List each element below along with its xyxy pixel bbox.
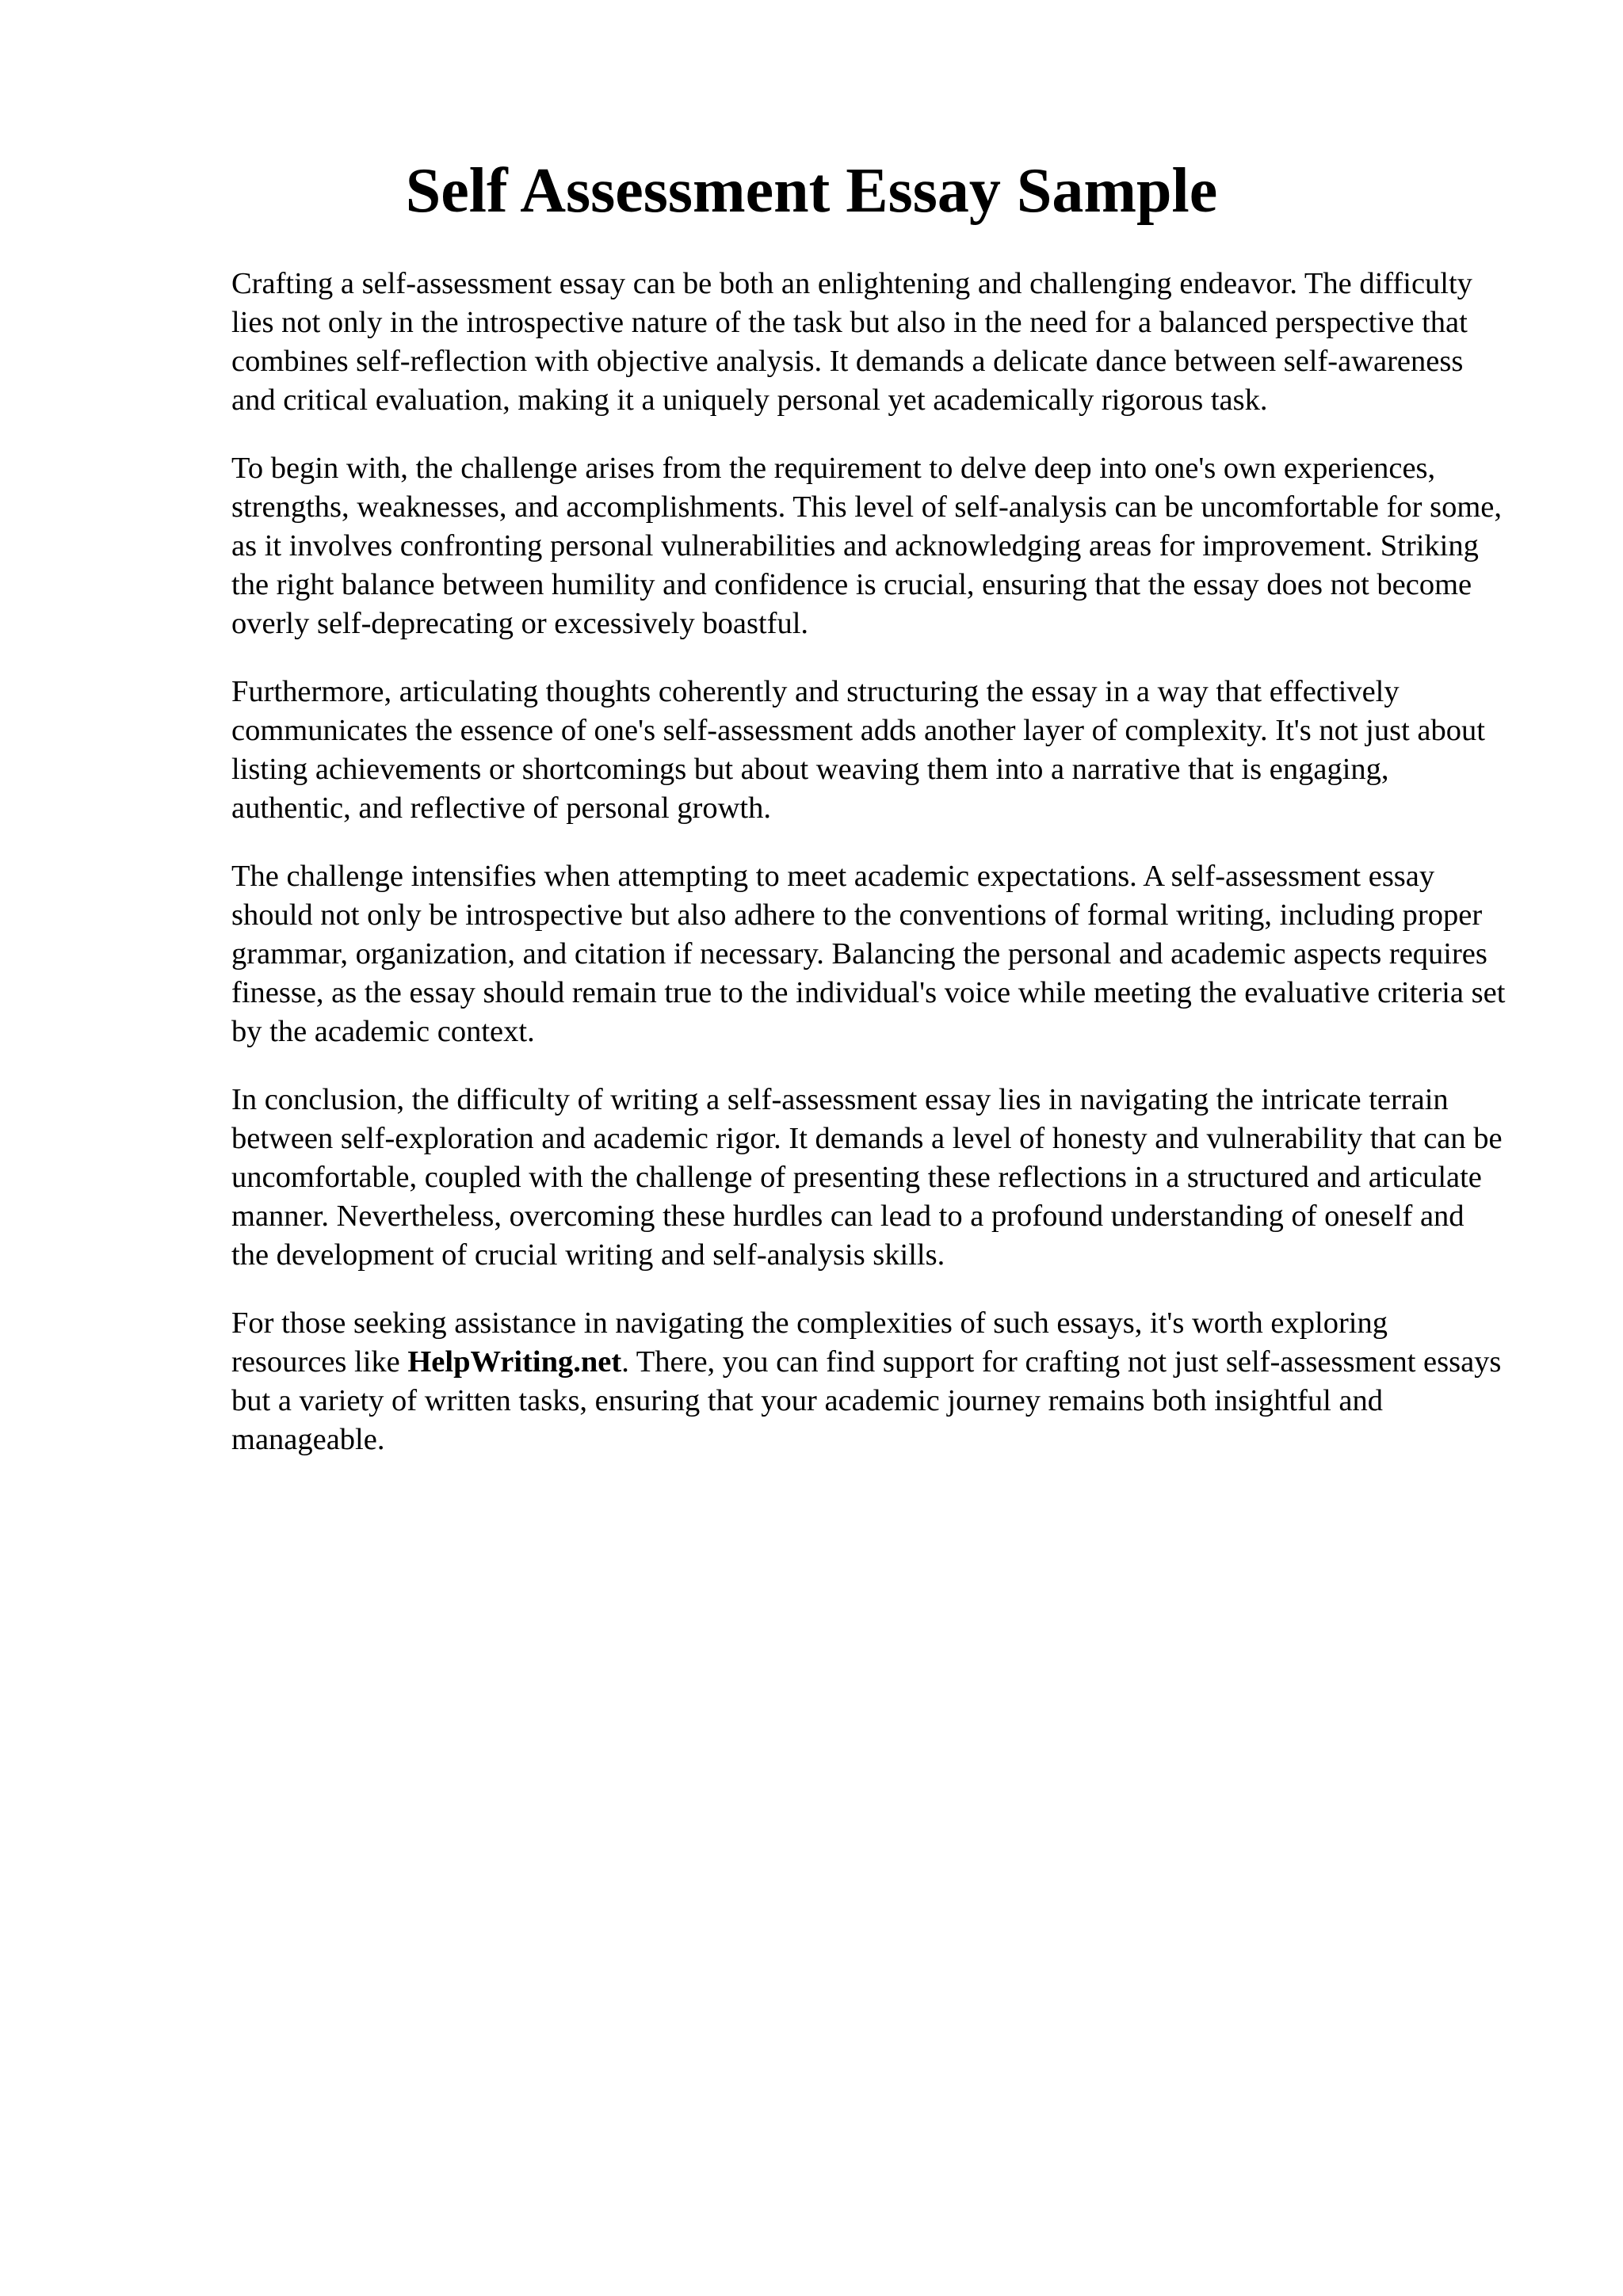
paragraph-closing: [231, 1304, 1507, 1459]
paragraph-challenge: To begin with, the challenge arises from the requirement to delve deep into one's own experiences, strengths, weaknesses, and accomplishments. This level of self-analysis can be uncomfortable for some, as it involves confronting personal vulnerabilities and acknowledging areas for improvement. Striking the right balance between humility and confidence is crucial, ensuring that the essay does not become overly self-deprecating or excessively boastful.: [231, 452, 1503, 640]
document-body: [231, 265, 1507, 1489]
helpwriting-link[interactable]: HelpWriting.net: [407, 1345, 622, 1379]
document-title: Self Assessment Essay Sample: [405, 156, 1218, 226]
closing-text-before: For those seeking assistance in navigating the complexities of such essays, it's worth exploring resources like: [231, 1306, 1388, 1379]
paragraph-academic: The challenge intensifies when attempting to meet academic expectations. A self-assessment essay should not only be introspective but also adhere to the conventions of formal writing, including proper grammar, organization, and citation if necessary. Balancing the personal and academic aspects requires finesse, as the essay should remain true to the individual's voice while meeting the evaluative criteria set by the academic context.: [231, 860, 1506, 1048]
paragraph-intro: Crafting a self-assessment essay can be both an enlightening and challenging endeavor. The difficulty lies not only in the introspective nature of the task but also in the need for a balanced perspective that combines self-reflection with objective analysis. It demands a delicate dance between self-awareness and critical evaluation, making it a uniquely personal yet academically rigorous task.: [231, 267, 1472, 417]
paragraph-conclusion: In conclusion, the difficulty of writing a self-assessment essay lies in navigating the intricate terrain between self-exploration and academic rigor. It demands a level of honesty and vulnerability that can be uncomfortable, coupled with the challenge of presenting these reflections in a structured and articulate manner. Nevertheless, overcoming these hurdles can lead to a profound understanding of oneself and the development of crucial writing and self-analysis skills.: [231, 1083, 1503, 1272]
closing-text-after: . There, you can find support for crafting not just self-assessment essays but a variety of written tasks, ensuring that your academic journey remains both insightful and manageable.: [231, 1345, 1502, 1456]
paragraph-structure: Furthermore, articulating thoughts coherently and structuring the essay in a way that effectively communicates the essence of one's self-assessment adds another layer of complexity. It's not just about listing achievements or shortcomings but about weaving them into a narrative that is engaging, authentic, and reflective of personal growth.: [231, 675, 1485, 825]
